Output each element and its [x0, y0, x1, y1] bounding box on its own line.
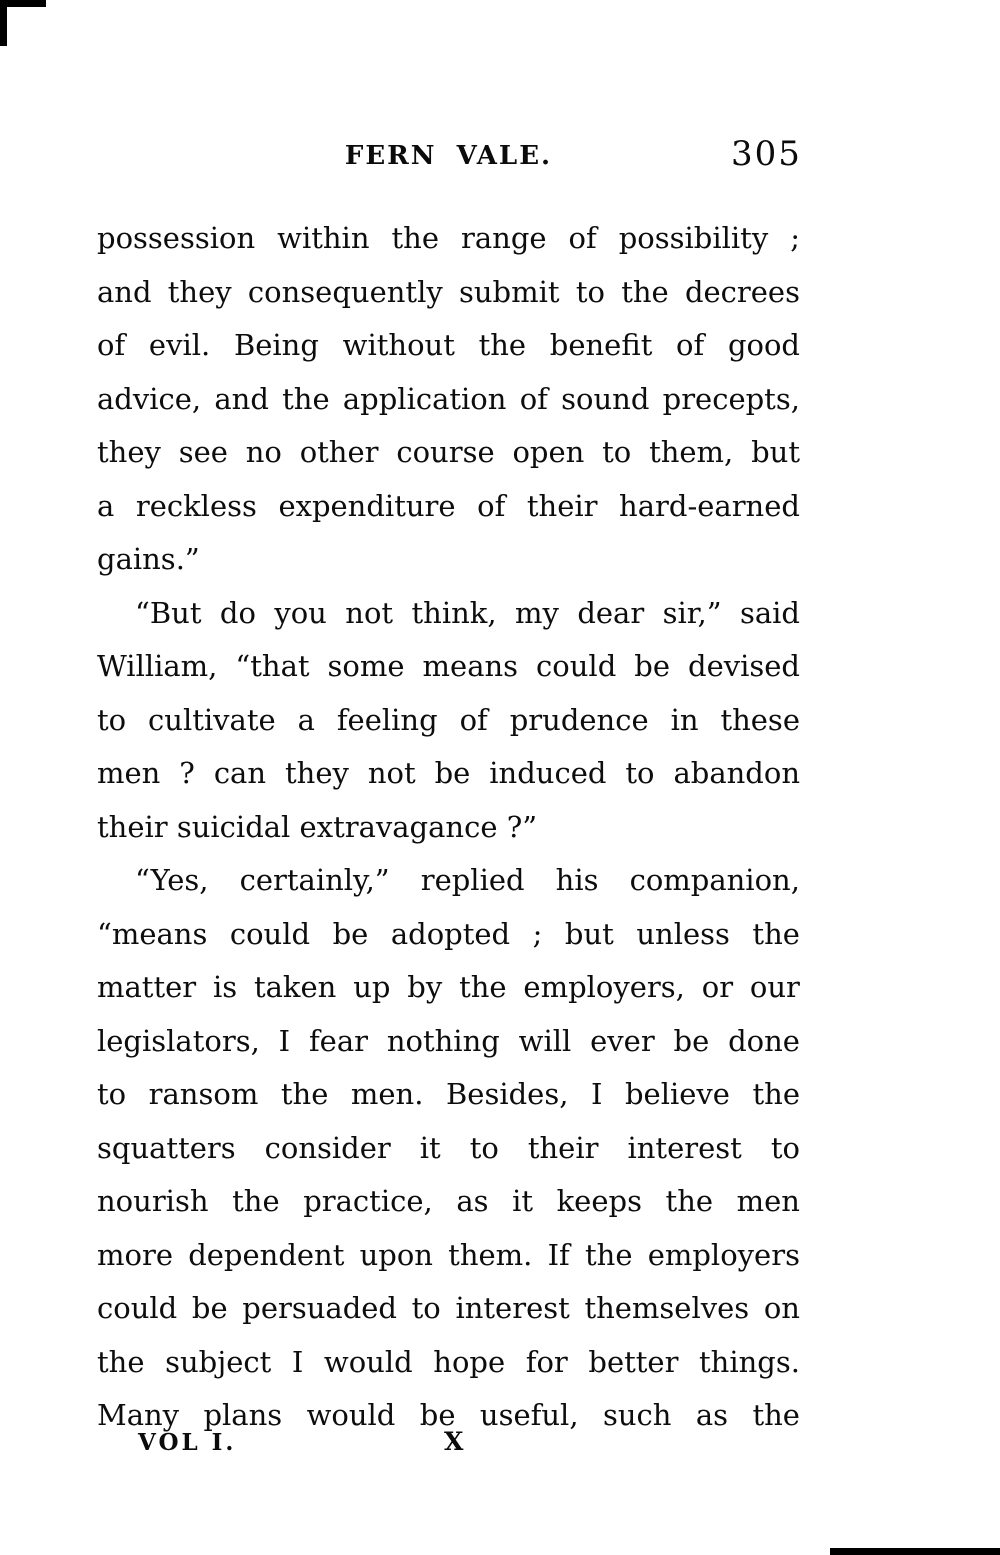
word: precepts,	[662, 381, 800, 416]
word: keeps	[556, 1184, 642, 1218]
word: expenditure	[278, 488, 456, 523]
word: his	[555, 863, 599, 897]
text-line	[97, 1175, 800, 1229]
word: could	[229, 916, 311, 951]
word: Being	[233, 328, 319, 362]
word: the	[752, 1077, 800, 1111]
word: If	[547, 1237, 570, 1272]
word: not	[367, 756, 416, 790]
scan-artifact-bottom-edge	[830, 1548, 1000, 1555]
word: means	[422, 649, 519, 683]
volume-label: VOL I.	[138, 1429, 237, 1456]
word: be	[419, 1398, 456, 1432]
word: nourish	[97, 1184, 209, 1218]
text-line	[97, 1282, 800, 1336]
text-line	[97, 426, 800, 480]
word: the	[280, 1077, 329, 1111]
word: it	[419, 1130, 441, 1165]
word: and	[214, 381, 269, 416]
text-line	[97, 1068, 800, 1122]
word: be	[634, 649, 670, 683]
word: consequently	[247, 274, 443, 309]
word: of	[568, 221, 597, 255]
word: prudence	[509, 702, 649, 737]
word: them.	[448, 1237, 533, 1272]
word: devised	[688, 649, 800, 683]
text-line: gains.”	[97, 542, 200, 576]
word: ransom	[148, 1077, 259, 1111]
word: these	[720, 702, 800, 737]
word: within	[277, 221, 370, 255]
word: subject	[165, 1344, 272, 1379]
word: they	[284, 756, 349, 790]
text-line	[97, 480, 800, 534]
word: I	[590, 1077, 603, 1111]
word: course	[396, 435, 495, 469]
word: but	[564, 916, 614, 951]
word: the	[621, 274, 669, 309]
word: my	[515, 595, 559, 630]
word: but	[751, 435, 800, 469]
word: “Yes,	[135, 863, 209, 897]
word: the	[752, 916, 800, 951]
word: would	[306, 1398, 396, 1432]
word: to	[411, 1291, 441, 1325]
word: their	[527, 1130, 599, 1165]
word: plans	[203, 1398, 283, 1432]
word: sir,”	[662, 595, 722, 630]
word: to	[97, 702, 127, 737]
word: of	[676, 328, 705, 362]
text-line	[97, 319, 800, 373]
word: upon	[359, 1237, 433, 1272]
word: “But	[135, 595, 202, 630]
word: think,	[411, 595, 497, 630]
word: nothing	[386, 1023, 500, 1058]
word: more	[97, 1237, 173, 1272]
word: benefit	[549, 328, 653, 362]
text-line	[97, 640, 800, 694]
word: evil.	[148, 328, 211, 362]
text-line	[97, 1336, 800, 1390]
word: ;	[790, 221, 800, 255]
text-line	[97, 854, 800, 908]
word: better	[588, 1344, 679, 1379]
word: of	[519, 381, 548, 416]
word: of	[97, 328, 126, 362]
word: our	[749, 970, 800, 1004]
word: you	[274, 595, 327, 630]
word: the	[665, 1184, 714, 1218]
word: ever	[590, 1023, 655, 1058]
word: I	[291, 1344, 304, 1379]
word: in	[670, 702, 699, 737]
word: open	[512, 435, 585, 469]
word: interest	[455, 1291, 570, 1325]
word: hard-earned	[619, 488, 800, 523]
word: up	[353, 970, 391, 1004]
word: submit	[459, 274, 560, 309]
word: legislators,	[97, 1023, 260, 1058]
word: not	[345, 595, 394, 630]
signature-mark: X	[444, 1427, 464, 1456]
word: cultivate	[148, 702, 276, 737]
word: replied	[420, 863, 525, 897]
word: be	[332, 916, 369, 951]
word: believe	[624, 1077, 730, 1111]
word: them,	[649, 435, 734, 469]
word: application	[342, 381, 507, 416]
word: I	[278, 1023, 291, 1058]
text-line	[97, 1229, 800, 1283]
text-line	[97, 1122, 800, 1176]
word: matter	[97, 970, 197, 1004]
word: reckless	[135, 488, 257, 523]
word: advice,	[97, 381, 202, 416]
word: to	[575, 274, 605, 309]
word: sound	[561, 381, 650, 416]
word: without	[342, 328, 455, 362]
word: employers	[647, 1237, 800, 1272]
word: their	[526, 488, 598, 523]
text-line	[97, 373, 800, 427]
word: the	[282, 381, 330, 416]
word: the	[391, 221, 439, 255]
word: “means	[97, 916, 208, 951]
word: unless	[636, 916, 730, 951]
word: or	[701, 970, 734, 1004]
text-line	[97, 212, 800, 266]
word: induced	[489, 756, 607, 790]
word: would	[323, 1344, 413, 1379]
word: consider	[264, 1130, 391, 1165]
word: practice,	[303, 1184, 433, 1218]
word: could	[97, 1291, 178, 1325]
word: a	[97, 488, 115, 523]
word: Besides,	[445, 1077, 569, 1111]
word: other	[299, 435, 379, 469]
word: squatters	[97, 1130, 236, 1165]
text-line	[97, 1015, 800, 1069]
word: the	[232, 1184, 280, 1218]
running-title: FERN VALE.	[344, 141, 553, 171]
word: it	[512, 1184, 534, 1218]
text-line	[97, 266, 800, 320]
word: some	[327, 649, 405, 683]
word: to	[469, 1130, 499, 1165]
text-line	[97, 587, 800, 641]
word: Many	[97, 1398, 180, 1432]
word: companion,	[629, 863, 800, 897]
word: they	[97, 435, 161, 469]
word: men	[736, 1184, 800, 1218]
word: interest	[627, 1130, 742, 1165]
word: hope	[433, 1344, 506, 1379]
word: for	[525, 1344, 568, 1379]
word: on	[763, 1291, 800, 1325]
word: things.	[699, 1344, 800, 1379]
word: ;	[532, 916, 543, 951]
word: can	[213, 756, 267, 790]
word: to	[625, 756, 655, 790]
word: as	[456, 1184, 489, 1218]
word: possession	[97, 221, 256, 255]
word: useful,	[479, 1398, 579, 1432]
word: will	[518, 1023, 572, 1058]
word: do	[219, 595, 256, 630]
word: taken	[253, 970, 337, 1004]
word: a	[297, 702, 315, 737]
text-line: their suicidal extravagance ?”	[97, 809, 538, 844]
word: see	[178, 435, 228, 469]
text-line	[97, 961, 800, 1015]
text-line	[97, 694, 800, 748]
scan-artifact-top-left-horizontal	[0, 0, 46, 7]
word: the	[752, 1398, 800, 1432]
word: they	[167, 274, 232, 309]
word: good	[727, 328, 800, 362]
word: abandon	[673, 756, 800, 790]
word: men.	[350, 1077, 424, 1111]
word: fear	[308, 1023, 368, 1058]
word: of	[459, 702, 488, 737]
word: “that	[235, 649, 310, 683]
word: be	[434, 756, 471, 790]
word: William,	[97, 649, 218, 683]
word: decrees	[684, 274, 800, 309]
word: dear	[577, 595, 645, 630]
word: of	[477, 488, 506, 523]
word: feeling	[336, 702, 438, 737]
text-line	[97, 747, 800, 801]
word: certainly,”	[239, 863, 390, 897]
word: the	[459, 970, 507, 1004]
word: could	[536, 649, 617, 683]
word: possibility	[618, 221, 769, 255]
page-number: 305	[731, 134, 802, 174]
word: themselves	[584, 1291, 750, 1325]
word: as	[695, 1398, 729, 1432]
word: the	[585, 1237, 633, 1272]
word: employers,	[523, 970, 685, 1004]
word: and	[97, 274, 152, 309]
word: men	[97, 756, 161, 790]
word: dependent	[188, 1237, 345, 1272]
text-line	[97, 908, 800, 962]
word: ?	[179, 756, 195, 790]
word: to	[97, 1077, 127, 1111]
body-text	[97, 212, 800, 1443]
word: the	[478, 328, 527, 362]
word: the	[97, 1344, 145, 1379]
word: is	[212, 970, 238, 1004]
word: to	[602, 435, 632, 469]
word: by	[407, 970, 443, 1004]
word: to	[770, 1130, 800, 1165]
word: adopted	[390, 916, 511, 951]
word: no	[245, 435, 282, 469]
word: persuaded	[242, 1291, 397, 1325]
word: be	[191, 1291, 228, 1325]
word: said	[739, 595, 800, 630]
word: be	[673, 1023, 710, 1058]
word: such	[602, 1398, 672, 1432]
word: done	[728, 1023, 800, 1058]
word: range	[460, 221, 547, 255]
